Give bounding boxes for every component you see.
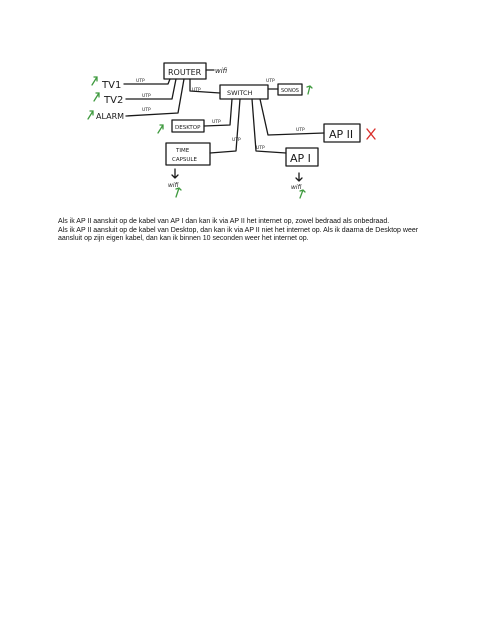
ap1-utp-label: UTP	[256, 146, 265, 151]
ap1-wifi-label: wifi	[291, 184, 302, 191]
time-capsule-wifi-arrow	[172, 169, 178, 178]
time-capsule-wifi-check-icon	[176, 188, 181, 197]
tv1-check-icon	[92, 77, 97, 85]
sonos-utp-label: UTP	[266, 79, 275, 84]
ap2-label: AP II	[329, 128, 354, 141]
paragraph-1: Als ik AP II aansluit op de kabel van AP I dan kan ik via AP II het internet op, zowel bedraad als onbedraad.	[58, 218, 390, 225]
ap1-wifi-check-icon	[300, 190, 305, 198]
router-label: ROUTER	[168, 68, 202, 77]
ap2-utp-label: UTP	[296, 128, 305, 133]
ap2-fail-icon	[367, 129, 375, 139]
tv2-label: TV2	[104, 95, 124, 106]
time-capsule-label-1: TIME	[176, 148, 190, 154]
desktop-label: DESKTOP	[175, 125, 201, 131]
tv2-utp-label: UTP	[142, 94, 151, 99]
ap1-label: AP I	[290, 152, 311, 165]
ap1-cable	[252, 99, 286, 153]
tv1-label: TV1	[102, 80, 122, 91]
tv1-utp-label: UTP	[136, 79, 145, 84]
network-diagram	[80, 55, 400, 210]
alarm-check-icon	[88, 111, 93, 119]
router-wifi-label: wifi	[215, 67, 228, 75]
sonos-label: SONOS	[281, 88, 299, 94]
desktop-utp-label: UTP	[212, 120, 221, 125]
ap1-wifi-arrow	[296, 173, 302, 181]
body-text	[58, 218, 438, 244]
time-capsule-utp-label: UTP	[232, 138, 241, 143]
sonos-check-icon	[307, 86, 312, 94]
desktop-check-icon	[158, 125, 163, 133]
alarm-label: ALARM	[96, 112, 125, 121]
alarm-utp-label: UTP	[142, 108, 151, 113]
time-capsule-label-2: CAPSULE	[172, 157, 197, 163]
tv2-check-icon	[94, 93, 99, 101]
tv1-cable	[124, 79, 170, 84]
ap2-cable	[260, 99, 324, 135]
time-capsule-wifi-label: wifi	[168, 182, 179, 189]
paragraph-2: Als ik AP II aansluit op de kabel van Desktop, dan kan ik via AP II niet het internet op. Als ik daarna de Desktop weer aansluit op zijn eigen kabel, dan kan ik binnen 10 seconden weer het internet op.	[58, 226, 419, 243]
router-switch-utp-label: UTP	[192, 88, 201, 93]
switch-label: SWITCH	[227, 89, 253, 97]
